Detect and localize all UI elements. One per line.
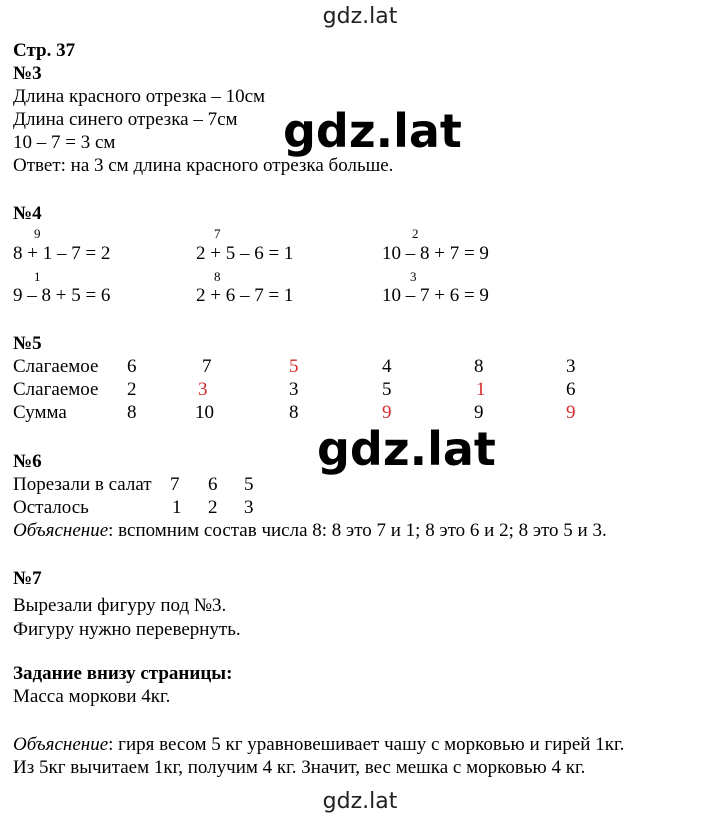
table-cell: 3 (289, 379, 299, 400)
watermark-middle: gdz.lat (283, 104, 462, 158)
explanation-label: Объяснение (13, 734, 109, 755)
task3-answer: Ответ: на 3 см длина красного отрезка больше. (13, 155, 394, 176)
expression: 10 – 8 + 7 = 9 (382, 243, 489, 264)
table-cell: 8 (289, 402, 299, 423)
watermark-bottom: gdz.lat (322, 789, 398, 814)
row-label: Порезали в салат (13, 474, 152, 495)
task7-title: №7 (13, 568, 42, 589)
table-cell: 4 (382, 356, 392, 377)
watermark-middle: gdz.lat (317, 422, 496, 476)
value: 2 (208, 497, 218, 518)
watermark-top: gdz.lat (322, 4, 398, 29)
table-cell: 5 (289, 356, 299, 377)
table-cell: 8 (474, 356, 484, 377)
hint-number: 3 (410, 269, 417, 284)
value: 6 (208, 474, 218, 495)
row-label: Осталось (13, 497, 89, 518)
table-cell: 9 (382, 402, 392, 423)
hint-number: 1 (34, 269, 41, 284)
table-cell: 5 (382, 379, 392, 400)
hint-number: 7 (214, 226, 221, 241)
task3-line: Длина красного отрезка – 10см (13, 86, 266, 107)
task3-line: 10 – 7 = 3 см (13, 132, 116, 153)
expression: 2 + 6 – 7 = 1 (196, 285, 294, 306)
task3-line: Длина синего отрезка – 7см (13, 109, 238, 130)
task7-line: Фигуру нужно перевернуть. (13, 619, 241, 640)
task3-title: №3 (13, 63, 42, 84)
value: 7 (170, 474, 180, 495)
value: 5 (244, 474, 254, 495)
row-label: Сумма (13, 402, 67, 423)
task6-title: №6 (13, 451, 42, 472)
bottom-task-title: Задание внизу страницы: (13, 663, 233, 684)
table-cell: 7 (202, 356, 212, 377)
table-cell: 8 (127, 402, 137, 423)
table-cell: 6 (127, 356, 137, 377)
task7-line: Вырезали фигуру под №3. (13, 595, 227, 616)
explanation-label: Объяснение (13, 520, 109, 541)
bottom-task-explanation-line: Из 5кг вычитаем 1кг, получим 4 кг. Значит, вес мешка с морковью 4 кг. (13, 757, 586, 778)
task6-explanation (13, 520, 607, 542)
table-cell: 1 (476, 379, 486, 400)
bottom-task-answer: Масса моркови 4кг. (13, 686, 171, 707)
table-cell: 3 (198, 379, 208, 400)
expression: 2 + 5 – 6 = 1 (196, 243, 294, 264)
explanation-text: : гиря весом 5 кг уравновешивает чашу с морковью и гирей 1кг. (108, 734, 625, 755)
explanation-text: : вспомним состав числа 8: 8 это 7 и 1; 8 это 6 и 2; 8 это 5 и 3. (108, 520, 607, 541)
table-cell: 2 (127, 379, 137, 400)
expression: 10 – 7 + 6 = 9 (382, 285, 489, 306)
page-label: Стр. 37 (13, 40, 76, 61)
hint-number: 2 (412, 226, 419, 241)
task4-title: №4 (13, 203, 42, 224)
hint-number: 9 (34, 226, 41, 241)
expression: 9 – 8 + 5 = 6 (13, 285, 111, 306)
row-label: Слагаемое (13, 379, 99, 400)
table-cell: 9 (474, 402, 484, 423)
value: 1 (172, 497, 182, 518)
expression: 8 + 1 – 7 = 2 (13, 243, 111, 264)
table-cell: 10 (195, 402, 214, 423)
task5-title: №5 (13, 333, 42, 354)
table-cell: 6 (566, 379, 576, 400)
table-cell: 9 (566, 402, 576, 423)
table-cell: 3 (566, 356, 576, 377)
hint-number: 8 (214, 269, 221, 284)
bottom-task-explanation (13, 734, 624, 756)
value: 3 (244, 497, 254, 518)
row-label: Слагаемое (13, 356, 99, 377)
